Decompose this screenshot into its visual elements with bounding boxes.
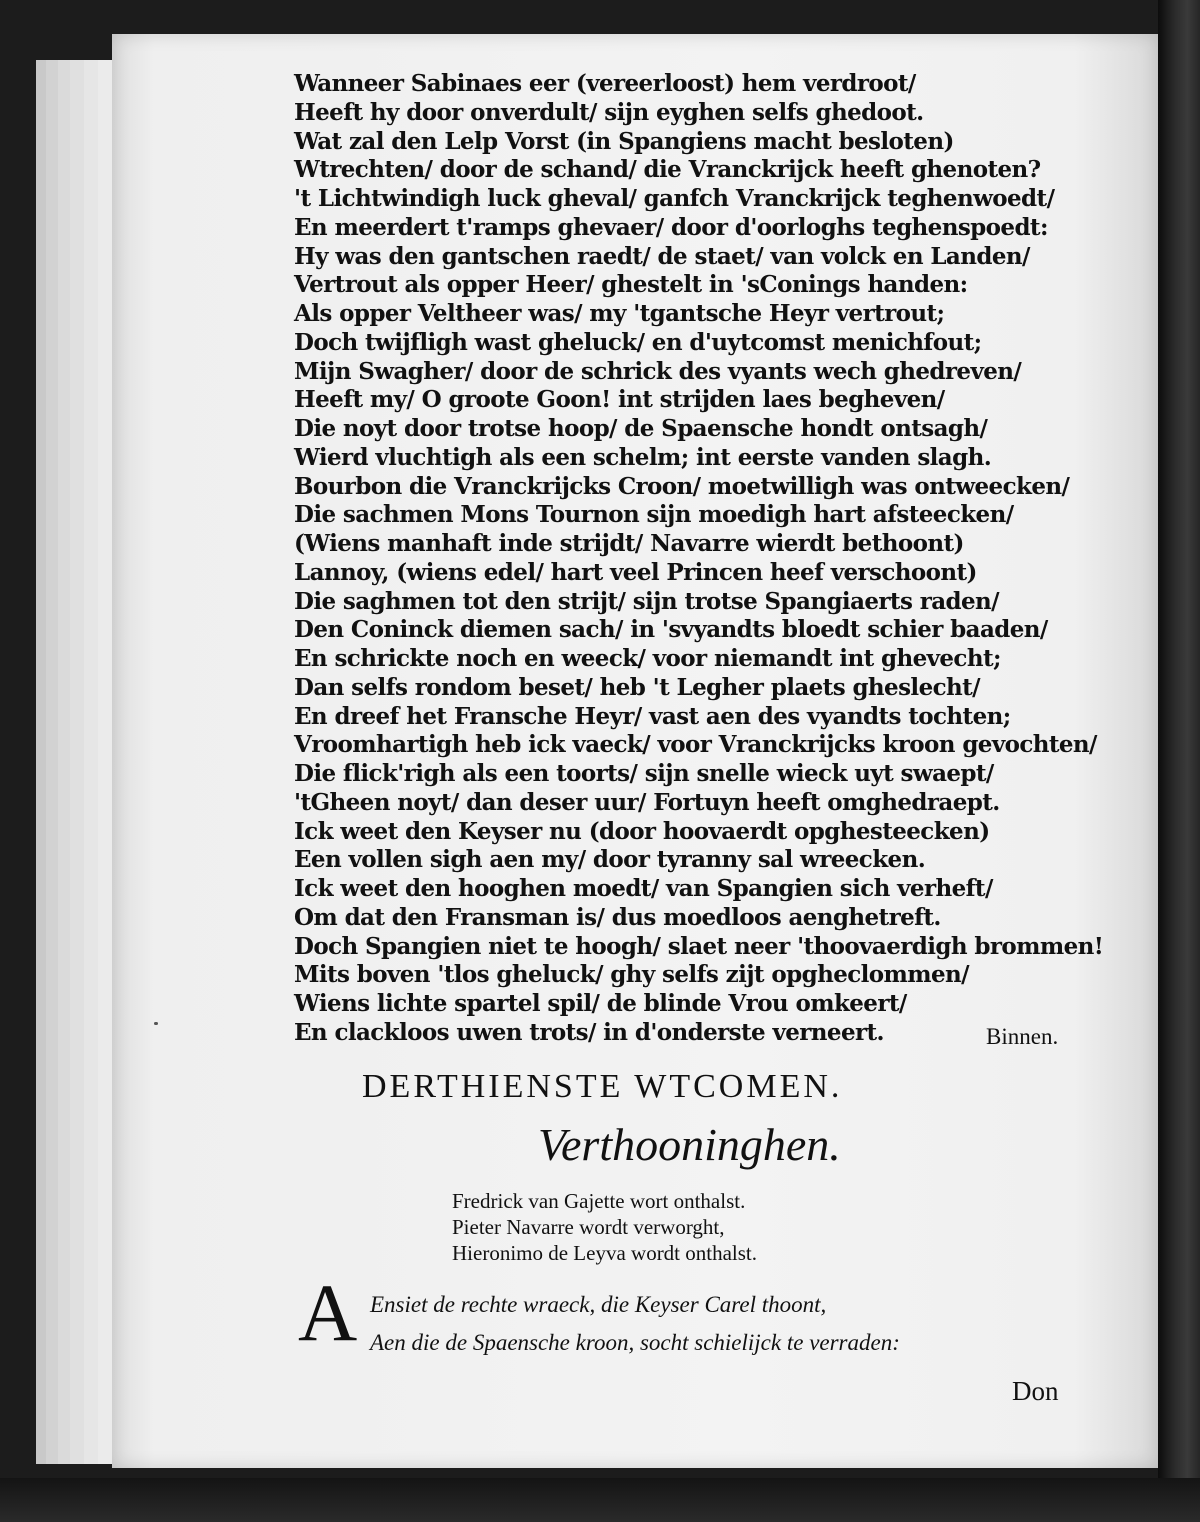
verse-line: Hy was den gantschen raedt/ de staet/ van volck en Landen/: [294, 242, 1030, 270]
verse-line: Dan selfs rondom beset/ heb 't Legher plaets gheslecht/: [294, 673, 980, 701]
verse-line: Doch twijfligh wast gheluck/ en d'uytcomst menichfout;: [294, 328, 982, 356]
exit-note: Binnen.: [986, 1024, 1059, 1049]
verse-line: Mijn Swagher/ door de schrick des vyants wech ghedreven/: [294, 357, 1022, 385]
verse-line: Vertrout als opper Heer/ ghestelt in 'sConings handen:: [294, 271, 968, 299]
verse-line: Wanneer Sabinaes eer (vereerloost) hem verdroot/: [294, 70, 916, 97]
scene-notes: [452, 1188, 757, 1266]
verse-line: Die sachmen Mons Tournon sijn moedigh hart afsteecken/: [294, 501, 1014, 529]
verse-line: Als opper Veltheer was/ my 'tgantsche Heyr vertrout;: [294, 300, 945, 327]
book-cover-edge: [0, 1478, 1200, 1522]
verse-line: Bourbon die Vranckrijcks Croon/ moetwilligh was ontweecken/: [294, 472, 1070, 500]
verse-line: En meerdert t'ramps ghevaer/ door d'oorloghs teghenspoedt:: [294, 213, 1048, 241]
verse-line: Die flick'righ als een toorts/ sijn snelle wieck uyt swaept/: [294, 760, 994, 787]
verse-line: Wierd vluchtigh als een schelm; int eerste vanden slagh.: [294, 443, 992, 471]
verse-line: (Wiens manhaft inde strijdt/ Navarre wierdt bethoont): [294, 530, 964, 557]
verse-line: Die saghmen tot den strijt/ sijn trotse Spangiaerts raden/: [294, 587, 999, 615]
verse-line: En clackloos uwen trots/ in d'onderste verneert.: [294, 1018, 884, 1046]
book-spine: [1158, 0, 1200, 1522]
verse-line: Om dat den Fransman is/ dus moedloos aenghetreft.: [294, 903, 941, 931]
verse-line: Wat zal den Lelp Vorst (in Spangiens macht besloten): [294, 127, 954, 155]
scene-note: Pieter Navarre wordt verworght,: [452, 1215, 725, 1239]
scene-heading: DERTHIENSTE WTCOMEN.: [362, 1068, 843, 1105]
verse-line: 'tGheen noyt/ dan deser uur/ Fortuyn heeft omghedraept.: [294, 788, 1000, 816]
opening-verse-line: Ensiet de rechte wraeck, die Keyser Carel thoont,: [370, 1292, 827, 1317]
verse-line: Een vollen sigh aen my/ door tyranny sal wreecken.: [294, 846, 926, 874]
verse-line: Ick weet den hooghen moedt/ van Spangien sich verheft/: [294, 875, 993, 902]
verse-line: Doch Spangien niet te hoogh/ slaet neer 'thoovaerdigh brommen!: [294, 932, 1104, 960]
verse-line: Vroomhartigh heb ick vaeck/ voor Vranckrijcks kroon gevochten/: [294, 731, 1097, 759]
scene-subheading: Verthooninghen.: [538, 1119, 841, 1170]
verse-line: Die noyt door trotse hoop/ de Spaensche hondt ontsagh/: [294, 415, 988, 442]
verse-line: Heeft hy door onverdult/ sijn eyghen selfs ghedoot.: [294, 98, 924, 126]
verse-line: En dreef het Fransche Heyr/ vast aen des vyandts tochten;: [294, 702, 1011, 730]
verse-block: [294, 70, 1114, 1048]
opening-verse-line: Aen die de Spaensche kroon, socht schielijck te verraden:: [370, 1330, 900, 1355]
drop-cap: A: [298, 1267, 358, 1358]
verse-line: Lannoy, (wiens edel/ hart veel Princen heef verschoont): [294, 558, 977, 586]
verse-line: Wtrechten/ door de schand/ die Vranckrijck heeft ghenoten?: [294, 156, 1041, 184]
verse-line: Wiens lichte spartel spil/ de blinde Vrou omkeert/: [294, 990, 907, 1017]
verse-line: Den Coninck diemen sach/ in 'svyandts bloedt schier baaden/: [294, 616, 1048, 644]
verse-line: Heeft my/ O groote Goon! int strijden laes begheven/: [294, 386, 945, 414]
scene-note: Hieronimo de Leyva wordt onthalst.: [452, 1241, 758, 1265]
catchword: Don: [1012, 1376, 1059, 1406]
ink-speck: [154, 1022, 158, 1025]
verse-line: En schrickte noch en weeck/ voor niemandt int ghevecht;: [294, 645, 1001, 672]
verse-line: 't Lichtwindigh luck gheval/ ganfch Vranckrijck teghenwoedt/: [294, 185, 1055, 212]
verse-line: Mits boven 'tlos gheluck/ ghy selfs zijt opgheclommen/: [294, 961, 969, 989]
verse-line: Ick weet den Keyser nu (door hoovaerdt opghesteecken): [294, 817, 990, 845]
scene-note: Fredrick van Gajette wort onthalst.: [452, 1189, 746, 1213]
opening-verse: [370, 1286, 900, 1362]
